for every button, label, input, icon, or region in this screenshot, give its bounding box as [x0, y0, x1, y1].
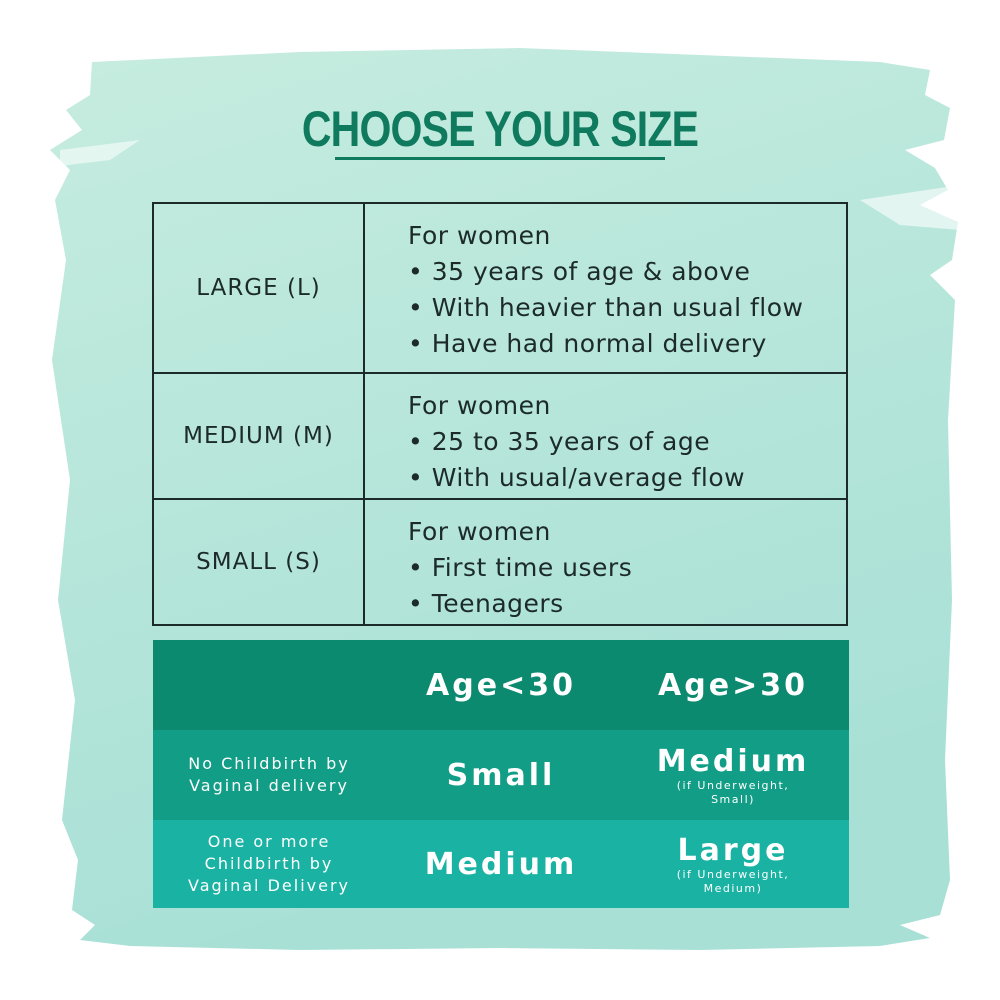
title-underline: [335, 157, 665, 160]
size-bullet: • Have had normal delivery: [408, 329, 767, 358]
row-label: [153, 820, 385, 908]
size-bullet: • Teenagers: [408, 589, 564, 618]
recommended-size: Medium: [656, 743, 810, 779]
size-heading: For women: [408, 221, 551, 250]
matrix-header-row: [153, 640, 849, 730]
size-bullet: • 35 years of age & above: [408, 257, 751, 286]
size-heading: For women: [408, 391, 551, 420]
recommended-size: Medium: [424, 846, 578, 882]
size-bullet: • First time users: [408, 553, 633, 582]
size-note-line: (if Underweight,: [676, 778, 790, 792]
recommended-size: Small: [446, 757, 556, 793]
size-label: SMALL (S): [154, 500, 365, 624]
matrix-cell: [617, 820, 849, 908]
size-bullet: • With usual/average flow: [408, 463, 746, 492]
matrix-cell: [617, 730, 849, 820]
size-description: [408, 514, 632, 622]
size-bullet: • 25 to 35 years of age: [408, 427, 711, 456]
size-description: [408, 218, 803, 362]
size-note-line: Medium): [703, 881, 763, 895]
row-label-line: Vaginal Delivery: [188, 876, 350, 895]
size-label: MEDIUM (M): [154, 374, 365, 498]
matrix-corner-cell: [153, 640, 385, 730]
row-label-line: One or more: [207, 832, 331, 851]
size-guide-table: [152, 202, 848, 626]
matrix-row-one-or-more-childbirth: [153, 820, 849, 908]
row-label-line: Vaginal delivery: [189, 776, 349, 795]
column-header-label: Age<30: [426, 667, 576, 703]
size-note-line: (if Underweight,: [676, 867, 790, 881]
size-note-line: Small): [711, 792, 755, 806]
size-row-large: [154, 204, 846, 374]
size-row-medium: [154, 374, 846, 500]
page-title: CHOOSE YOUR SIZE: [301, 101, 699, 157]
size-label: LARGE (L): [154, 204, 365, 372]
matrix-row-no-childbirth: [153, 730, 849, 820]
size-description: [408, 388, 745, 496]
row-label: [153, 730, 385, 820]
column-header-label: Age>30: [658, 667, 808, 703]
size-row-small: [154, 500, 846, 624]
row-label-line: Childbirth by: [204, 854, 334, 873]
matrix-cell: [385, 730, 617, 820]
recommended-size: Large: [677, 832, 789, 868]
matrix-cell: [385, 820, 617, 908]
size-heading: For women: [408, 517, 551, 546]
age-childbirth-matrix: [153, 640, 849, 908]
row-label-line: No Childbirth by: [188, 754, 350, 773]
size-bullet: • With heavier than usual flow: [408, 293, 804, 322]
column-header-age-over-30: [617, 640, 849, 730]
column-header-age-under-30: [385, 640, 617, 730]
